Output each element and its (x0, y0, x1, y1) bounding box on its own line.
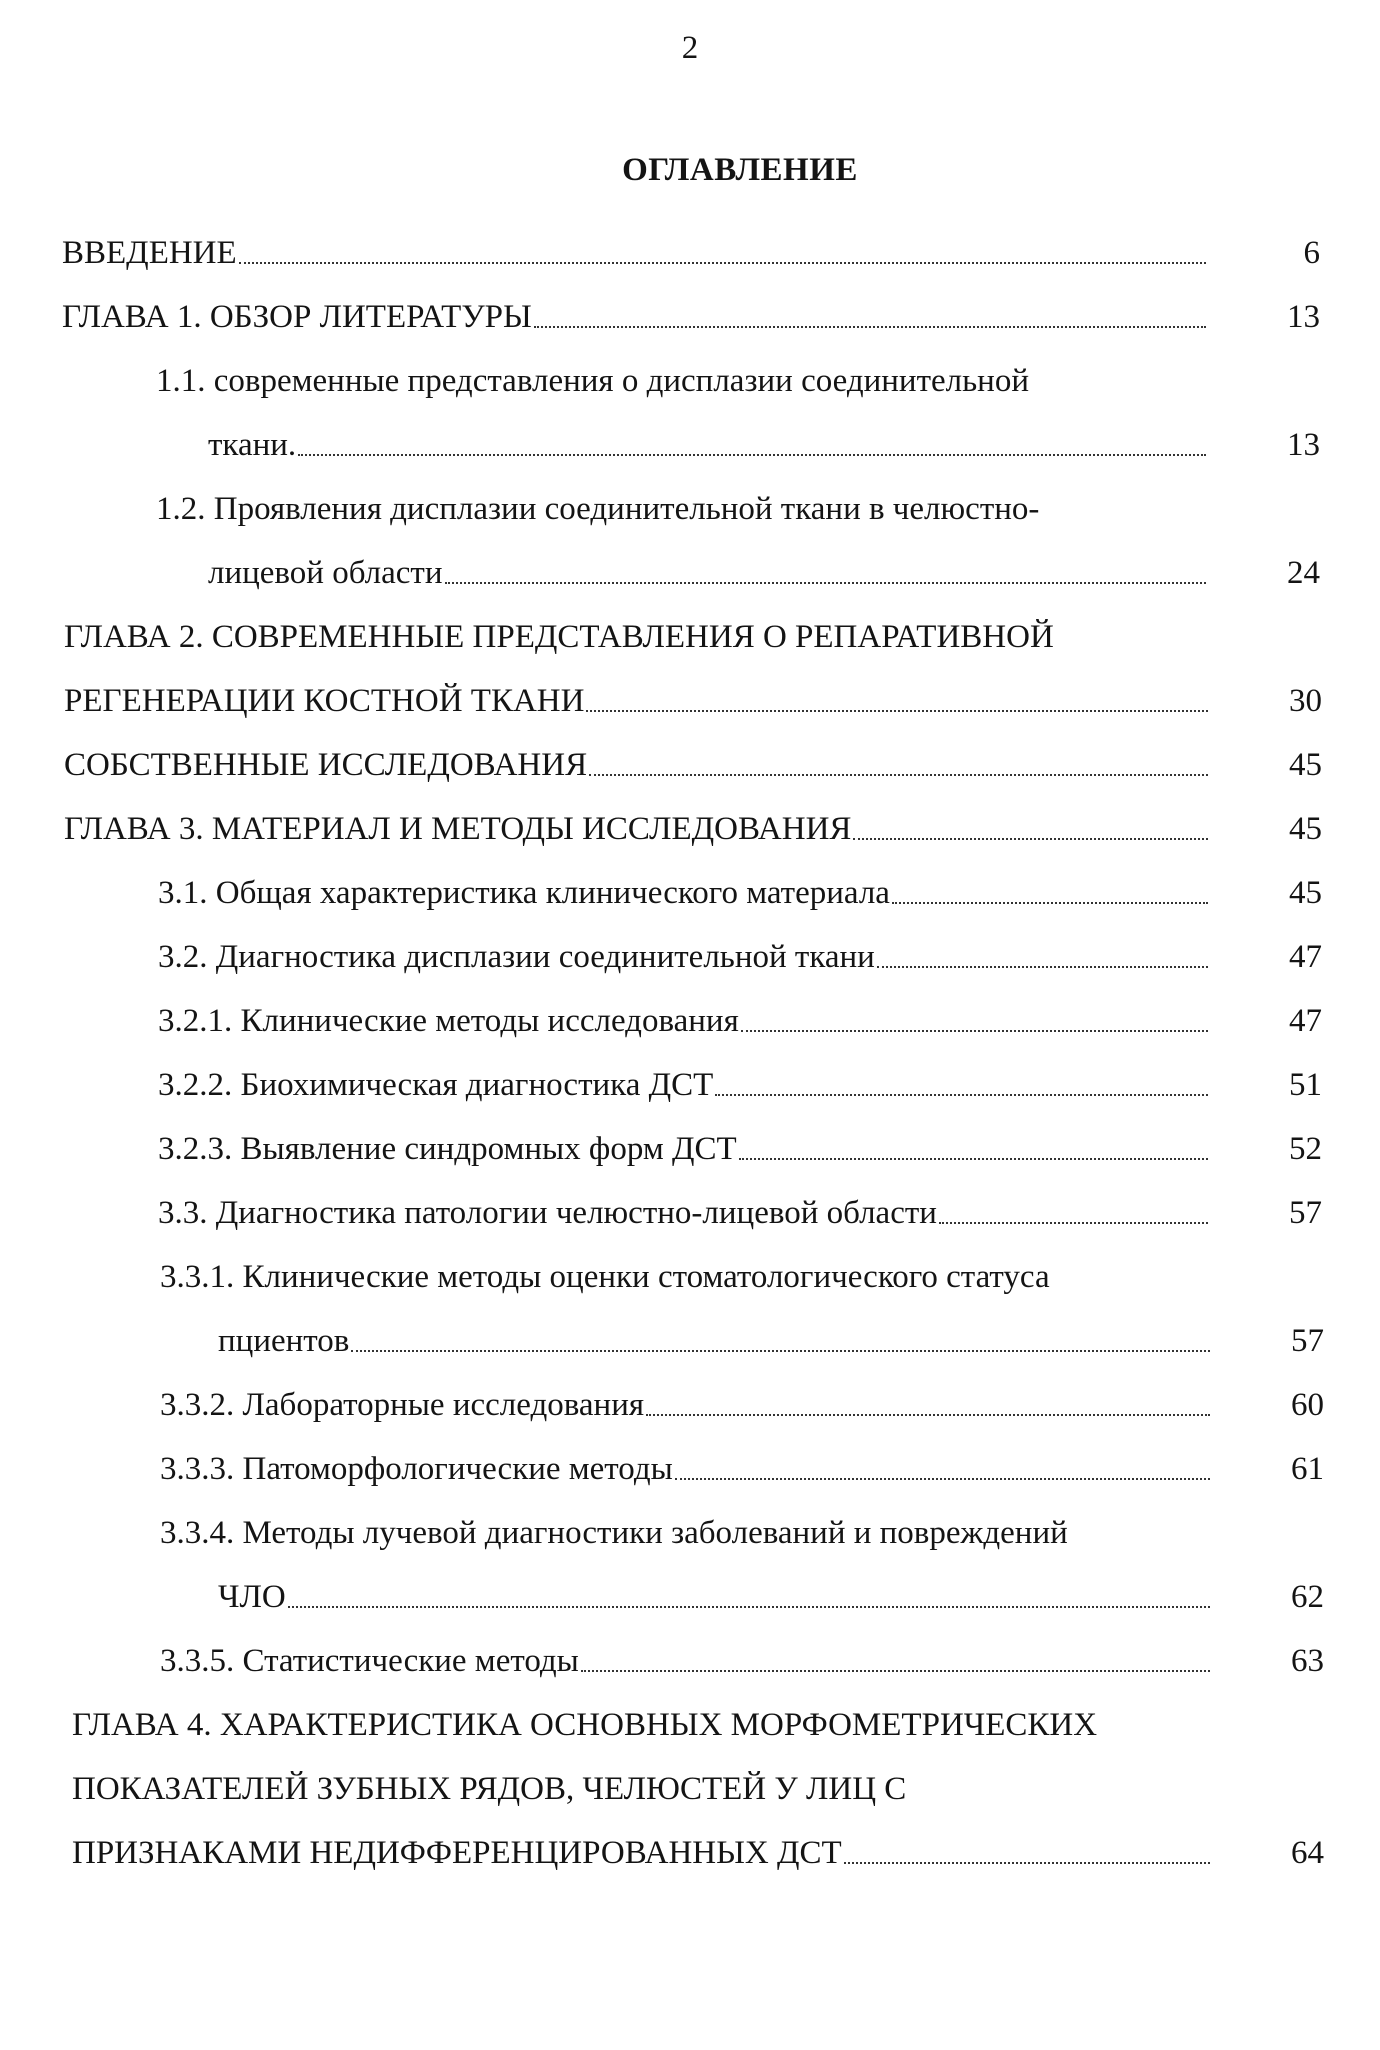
toc-entry (64, 726, 1322, 783)
toc-entry-page: 51 (1289, 1067, 1322, 1103)
toc-entry-text: ПОКАЗАТЕЛЕЙ ЗУБНЫХ РЯДОВ, ЧЕЛЮСТЕЙ У ЛИЦ С (72, 1771, 907, 1807)
toc-entry (64, 598, 1212, 654)
toc-entry-page: 60 (1291, 1387, 1324, 1423)
leader-dots (445, 582, 1206, 584)
toc-entry (64, 662, 1322, 719)
leader-dots (581, 1670, 1210, 1672)
toc-entry-text: ткани. (208, 427, 297, 463)
toc-entry-text: 3.2.2. Биохимическая диагностика ДСТ (158, 1067, 714, 1103)
page-number: 2 (681, 30, 699, 66)
toc-entry (160, 1622, 1324, 1679)
leader-dots (715, 1094, 1208, 1096)
toc-entry-text: 3.3. Диагностика патологии челюстно-лицевой области (158, 1195, 937, 1231)
leader-dots (892, 902, 1208, 904)
toc-entry-text: 3.2.1. Клинические методы исследования (158, 1003, 739, 1039)
toc-entry-text: ГЛАВА 1. ОБЗОР ЛИТЕРАТУРЫ (62, 299, 532, 335)
toc-entry-page: 64 (1291, 1835, 1324, 1871)
leader-dots (534, 326, 1206, 328)
toc-entry-text: 3.3.3. Патоморфологические методы (160, 1451, 673, 1487)
toc-entry-page: 57 (1291, 1323, 1324, 1359)
toc-entry-page: 57 (1289, 1195, 1322, 1231)
toc-entry-text: ГЛАВА 2. СОВРЕМЕННЫЕ ПРЕДСТАВЛЕНИЯ О РЕПАРАТИВНОЙ (64, 619, 1054, 655)
toc-entry (160, 1494, 1214, 1550)
toc-entry-text: 3.3.4. Методы лучевой диагностики заболеваний и повреждений (160, 1515, 1068, 1551)
toc-entry (160, 1238, 1214, 1294)
toc-entry-text: 3.3.5. Статистические методы (160, 1643, 579, 1679)
toc-entry (72, 1750, 1214, 1806)
toc-entry-text: 3.3.2. Лабораторные исследования (160, 1387, 645, 1423)
toc-entry (208, 534, 1320, 591)
leader-dots (939, 1222, 1208, 1224)
toc-entry-page: 47 (1289, 1003, 1322, 1039)
toc-entry-page: 47 (1289, 939, 1322, 975)
leader-dots (739, 1158, 1208, 1160)
leader-dots (675, 1478, 1210, 1480)
toc-entry (62, 214, 1320, 271)
leader-dots (589, 774, 1208, 776)
toc-entry (156, 470, 1210, 526)
leader-dots (741, 1030, 1208, 1032)
toc-entry-page: 13 (1287, 299, 1320, 335)
toc-entry-text: РЕГЕНЕРАЦИИ КОСТНОЙ ТКАНИ (64, 683, 585, 719)
toc-entry (158, 1110, 1322, 1167)
toc-entry-page: 24 (1287, 555, 1320, 591)
toc-entry-text: пциентов (218, 1323, 350, 1359)
toc-entry (218, 1558, 1324, 1615)
toc-entry (158, 982, 1322, 1039)
toc-entry-text: 1.1. современные представления о дисплазии соединительной (156, 363, 1030, 399)
leader-dots (586, 710, 1208, 712)
toc-entry (64, 790, 1322, 847)
toc-entry (158, 854, 1322, 911)
toc-entry-text: ГЛАВА 3. МАТЕРИАЛ И МЕТОДЫ ИССЛЕДОВАНИЯ (64, 811, 852, 847)
toc-entry-text: 1.2. Проявления дисплазии соединительной ткани в челюстно- (156, 491, 1040, 527)
leader-dots (853, 838, 1208, 840)
toc-entry (160, 1366, 1324, 1423)
leader-dots (239, 262, 1206, 264)
leader-dots (877, 966, 1208, 968)
toc-entry-page: 63 (1291, 1643, 1324, 1679)
toc-entry-text: 3.3.1. Клинические методы оценки стоматологического статуса (160, 1259, 1050, 1295)
toc-entry-page: 45 (1289, 811, 1322, 847)
toc-entry-text: лицевой области (208, 555, 443, 591)
toc-entry-page: 6 (1303, 235, 1320, 271)
toc-entry-text: ГЛАВА 4. ХАРАКТЕРИСТИКА ОСНОВНЫХ МОРФОМЕТРИЧЕСКИХ (72, 1707, 1098, 1743)
leader-dots (844, 1862, 1210, 1864)
leader-dots (351, 1350, 1210, 1352)
toc-entry-text: 3.1. Общая характеристика клинического материала (158, 875, 890, 911)
leader-dots (298, 454, 1206, 456)
toc-entry-text: ВВЕДЕНИЕ (62, 235, 237, 271)
toc-entry-page: 30 (1289, 683, 1322, 719)
toc-entry (208, 406, 1320, 463)
toc-entry (160, 1430, 1324, 1487)
toc-entry-text: ПРИЗНАКАМИ НЕДИФФЕРЕНЦИРОВАННЫХ ДСТ (72, 1835, 842, 1871)
leader-dots (646, 1414, 1210, 1416)
toc-entry (158, 1046, 1322, 1103)
toc-entry-page: 45 (1289, 747, 1322, 783)
toc-entry-text: 3.2. Диагностика дисплазии соединительной ткани (158, 939, 875, 975)
toc-entry (72, 1686, 1214, 1742)
toc-entry-page: 13 (1287, 427, 1320, 463)
toc-entry (158, 918, 1322, 975)
toc-entry (156, 342, 1210, 398)
toc-entry (72, 1814, 1324, 1871)
leader-dots (288, 1606, 1210, 1608)
toc-entry (218, 1302, 1324, 1359)
toc-entry-text: ЧЛО (218, 1579, 286, 1615)
toc-title: ОГЛАВЛЕНИЕ (622, 152, 858, 188)
toc-entry-page: 52 (1289, 1131, 1322, 1167)
toc-entry-page: 61 (1291, 1451, 1324, 1487)
toc-entry (158, 1174, 1322, 1231)
toc-entry-page: 62 (1291, 1579, 1324, 1615)
toc-entry-page: 45 (1289, 875, 1322, 911)
toc-entry-text: 3.2.3. Выявление синдромных форм ДСТ (158, 1131, 737, 1167)
toc-entry (62, 278, 1320, 335)
toc-entry-text: СОБСТВЕННЫЕ ИССЛЕДОВАНИЯ (64, 747, 588, 783)
